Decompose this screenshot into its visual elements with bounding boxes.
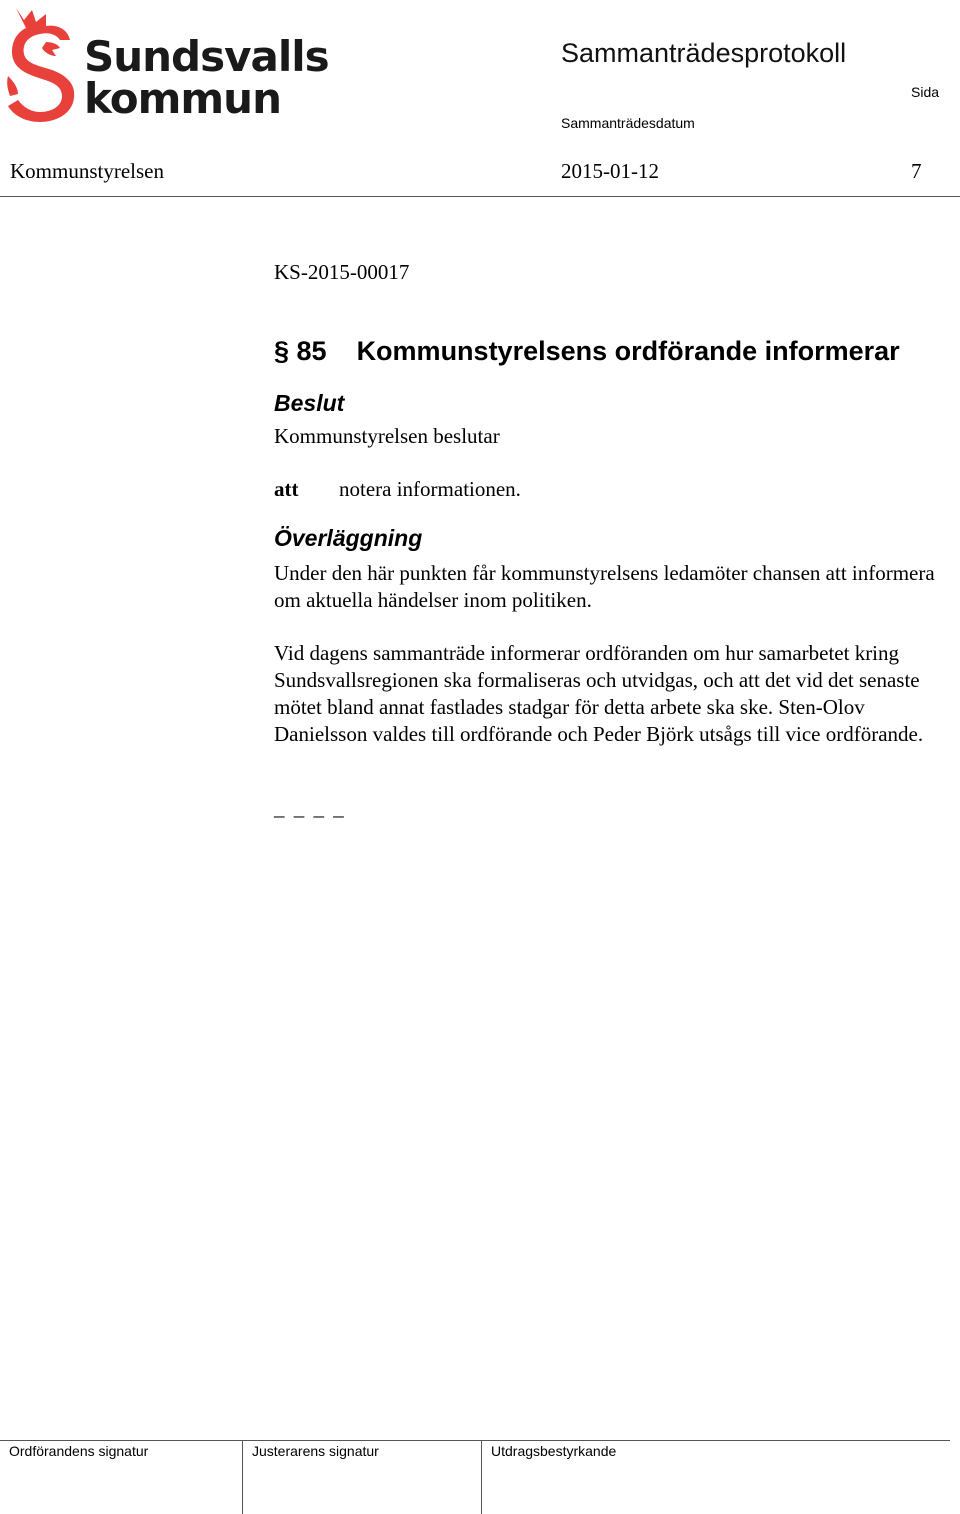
logo-word-sundsvalls: Sundsvalls bbox=[84, 32, 329, 81]
end-marker: _ _ _ _ bbox=[274, 796, 346, 820]
signature-footer bbox=[0, 1440, 950, 1514]
deliberation-heading: Överläggning bbox=[274, 525, 423, 551]
decision-att-keyword: att bbox=[274, 477, 299, 501]
meeting-date-label: Sammanträdesdatum bbox=[561, 115, 695, 131]
case-number: KS-2015-00017 bbox=[274, 260, 410, 284]
deliberation-paragraph-2: Vid dagens sammanträde informerar ordföranden om hur samarbetet kring Sundsvallsregionen ska formaliseras och utvidgas, och att det vid det senaste mötet bland annat fastlades stadgar för detta arbete ska ske. Sten-Olov Danielsson valdes till ordförande och Peder Björk utsågs till vice ordförande. bbox=[274, 641, 924, 746]
dragon-emblem-icon bbox=[6, 6, 80, 124]
page-number: 7 bbox=[911, 159, 922, 183]
decision-heading: Beslut bbox=[274, 390, 345, 416]
page-label: Sida bbox=[911, 84, 940, 100]
adjuster-signature-field bbox=[242, 1441, 482, 1514]
chair-signature-label: Ordförandens signatur bbox=[9, 1443, 149, 1459]
header-divider bbox=[0, 196, 960, 197]
sundsvalls-kommun-logo bbox=[6, 6, 329, 124]
meeting-date: 2015-01-12 bbox=[561, 159, 659, 183]
section-title: Kommunstyrelsens ordförande informerar bbox=[356, 336, 900, 366]
decision-intro: Kommunstyrelsen beslutar bbox=[274, 424, 500, 448]
extract-certification-field bbox=[481, 1441, 951, 1514]
document-type-title: Sammanträdesprotokoll bbox=[561, 38, 847, 68]
adjuster-signature-label: Justerarens signatur bbox=[252, 1443, 379, 1459]
logo-word-kommun: kommun bbox=[84, 74, 281, 123]
extract-certification-label: Utdragsbestyrkande bbox=[491, 1443, 617, 1459]
chair-signature-field bbox=[0, 1441, 242, 1514]
decision-text: notera informationen. bbox=[339, 477, 521, 501]
deliberation-paragraph-1: Under den här punkten får kommunstyrelsens ledamöter chansen att informera om aktuella händelser inom politiken. bbox=[274, 561, 935, 612]
organization-name: Kommunstyrelsen bbox=[10, 159, 164, 183]
section-heading bbox=[274, 336, 900, 367]
section-number: § 85 bbox=[274, 336, 327, 366]
